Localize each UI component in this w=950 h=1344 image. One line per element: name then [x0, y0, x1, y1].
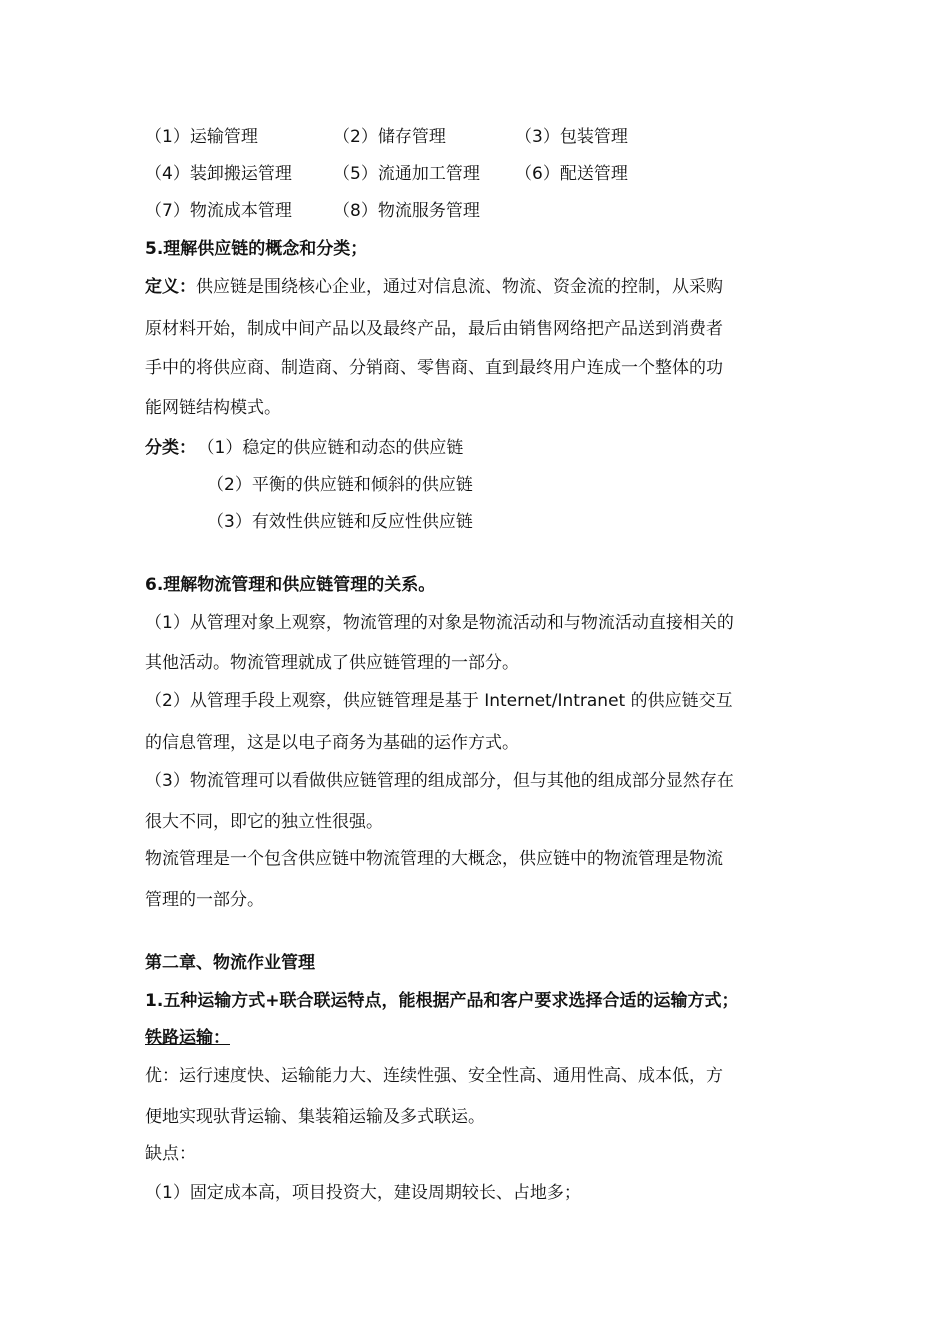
definition-text: 供应链是围绕核心企业，通过对信息流、物流、资金流的控制，从采购 — [196, 277, 723, 297]
relation-line: 其他活动。物流管理就成了供应链管理的一部分。 — [145, 653, 519, 673]
classification-item: （1）稳定的供应链和动态的供应链 — [206, 438, 464, 458]
rail-transport-heading: 铁路运输： — [145, 1028, 230, 1048]
chapter-title: 第二章、物流作业管理 — [145, 953, 315, 973]
definition-line-4: 能网链结构模式。 — [145, 398, 281, 418]
relation-line: （2）从管理手段上观察，供应链管理是基于 Internet/Intranet 的供应链交互 — [145, 691, 733, 711]
classification-item: （3）有效性供应链和反应性供应链 — [207, 512, 473, 532]
definition-line-1 — [145, 276, 723, 298]
relation-line: 物流管理是一个包含供应链中物流管理的大概念，供应链中的物流管理是物流 — [145, 849, 723, 869]
function-item: （6）配送管理 — [515, 164, 628, 184]
definition-line-3: 手中的将供应商、制造商、分销商、零售商、直到最终用户连成一个整体的功 — [145, 358, 723, 378]
classification-line-1 — [145, 437, 463, 459]
advantage-line: 便地实现驮背运输、集装箱运输及多式联运。 — [145, 1107, 485, 1127]
transport-modes-heading: 1.五种运输方式+联合联运特点，能根据产品和客户要求选择合适的运输方式； — [145, 991, 739, 1011]
section-5-heading: 5.理解供应链的概念和分类； — [145, 239, 368, 259]
disadvantage-label: 缺点： — [145, 1144, 196, 1164]
relation-line: 很大不同，即它的独立性很强。 — [145, 812, 383, 832]
function-item: （4）装卸搬运管理 — [145, 164, 292, 184]
classification-label: 分类： — [145, 438, 196, 458]
definition-line-2: 原材料开始，制成中间产品以及最终产品，最后由销售网络把产品送到消费者 — [145, 319, 723, 339]
section-6-heading: 6.理解物流管理和供应链管理的关系。 — [145, 575, 436, 595]
relation-line: （3）物流管理可以看做供应链管理的组成部分，但与其他的组成部分显然存在 — [145, 771, 734, 791]
function-item: （3）包装管理 — [515, 127, 628, 147]
relation-line: 管理的一部分。 — [145, 890, 264, 910]
function-item: （8）物流服务管理 — [333, 201, 480, 221]
disadvantage-item: （1）固定成本高，项目投资大，建设周期较长、占地多； — [145, 1183, 581, 1203]
classification-item: （2）平衡的供应链和倾斜的供应链 — [207, 475, 473, 495]
relation-line: （1）从管理对象上观察，物流管理的对象是物流活动和与物流活动直接相关的 — [145, 613, 734, 633]
function-item: （2）储存管理 — [333, 127, 446, 147]
function-item: （7）物流成本管理 — [145, 201, 292, 221]
advantage-line: 优：运行速度快、运输能力大、连续性强、安全性高、通用性高、成本低，方 — [145, 1066, 723, 1086]
definition-label: 定义： — [145, 277, 196, 297]
function-item: （1）运输管理 — [145, 127, 258, 147]
relation-line: 的信息管理，这是以电子商务为基础的运作方式。 — [145, 733, 519, 753]
function-item: （5）流通加工管理 — [333, 164, 480, 184]
